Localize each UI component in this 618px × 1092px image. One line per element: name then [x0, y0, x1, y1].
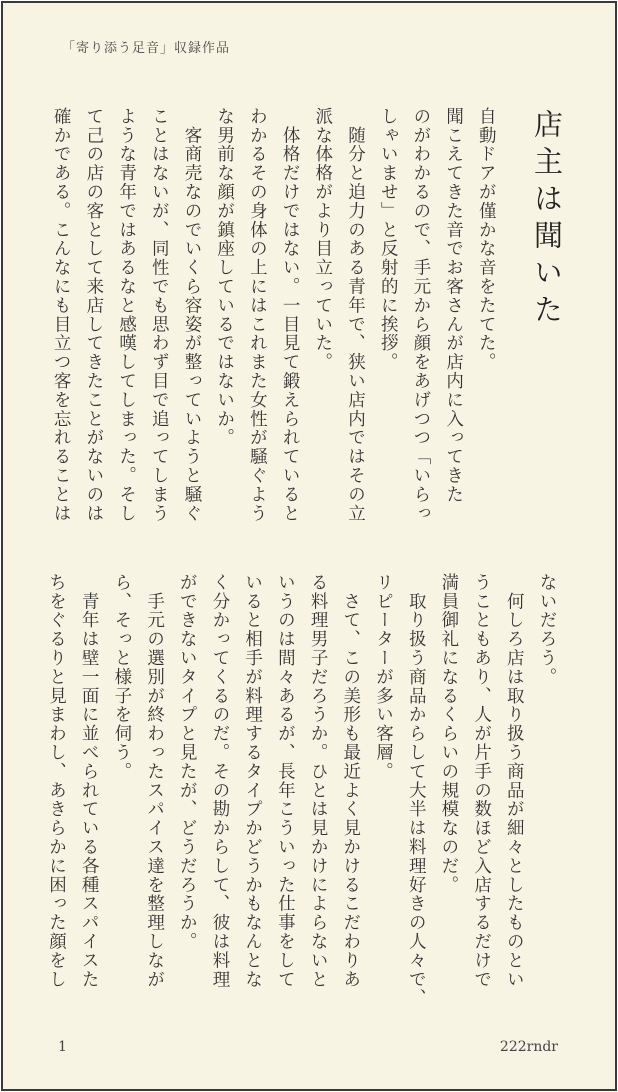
text-block-top: [44, 107, 563, 537]
text-column: いうのは間々あるが、長年こういった仕事をして: [275, 573, 296, 989]
text-column: 確かである。こんなにも目立つ客を忘れることは: [51, 107, 72, 523]
text-block-bottom: [40, 573, 563, 1008]
book-page: [1, 1, 617, 1091]
text-column: しゃいませ」と反射的に挨拶。: [378, 107, 399, 372]
text-column: さて、この美形も最近よく見かけるこだわりあ: [340, 573, 361, 989]
text-column: うこともあり、人が片手の数ほど入店するだけで: [471, 573, 492, 989]
text-column: ことはないが、同性でも思わず目で追ってしまう: [149, 107, 170, 523]
story-title: 店主は聞いた: [530, 109, 564, 331]
text-column: 聞こえてきた音でお客さんが店内に入ってきた: [443, 107, 464, 504]
text-column: リピーターが多い客層。: [373, 573, 394, 781]
text-column: わかるその身体の上にはこれまた女性が騒ぐよう: [247, 107, 268, 523]
text-column: 客商売なのでいくら容姿が整っていようと騒ぐ: [181, 107, 202, 523]
text-column: 随分と迫力のある青年で、狭い店内ではその立: [345, 107, 366, 523]
page-number: 1: [58, 1039, 67, 1055]
running-head: 「寄り添う足音」収録作品: [62, 41, 231, 56]
text-column: 手元の選別が終わったスパイス達を整理しなが: [144, 573, 165, 989]
text-column: な男前な顔が鎮座しているではないか。: [214, 107, 235, 448]
text-column: く分かってくるのだ。その勘からして、彼は料理: [209, 573, 230, 989]
text-column: 派な体格がより目立っていた。: [312, 107, 333, 372]
text-column: ないだろう。: [537, 573, 557, 687]
text-column: 青年は壁一面に並べられている各種スパイスた: [79, 573, 100, 989]
text-column: る料理男子だろうか。ひとは見かけによらないと: [308, 573, 329, 989]
text-column: 取り扱う商品からして大半は料理好きの人々で、: [406, 573, 427, 1008]
text-column: 自動ドアが僅かな音をたてた。: [476, 107, 497, 372]
text-column: 何しろ店は取り扱う商品が細々としたものとい: [504, 573, 525, 989]
author-credit: 222rndr: [499, 1039, 558, 1055]
text-column: ら、そっと様子を伺う。: [111, 573, 132, 781]
text-column: 体格だけではない。一目見て鍛えられていると: [280, 107, 301, 523]
text-column: て己の店の客として来店してきたことがないのは: [83, 107, 104, 523]
text-column: のがわかるので、手元から顔をあげつつ「いらっ: [410, 107, 431, 523]
text-column: 満員御礼になるくらいの規模なのだ。: [438, 573, 459, 895]
text-column: ができないタイプと見たが、どうだろうか。: [177, 573, 198, 951]
text-column: ような青年ではあるなと感嘆してしまった。そし: [116, 107, 137, 523]
text-column: ちをぐるりと見まわし、あきらかに困った顔をし: [46, 573, 67, 989]
text-column: いると相手が料理するタイプかどうかもなんとな: [242, 573, 263, 989]
